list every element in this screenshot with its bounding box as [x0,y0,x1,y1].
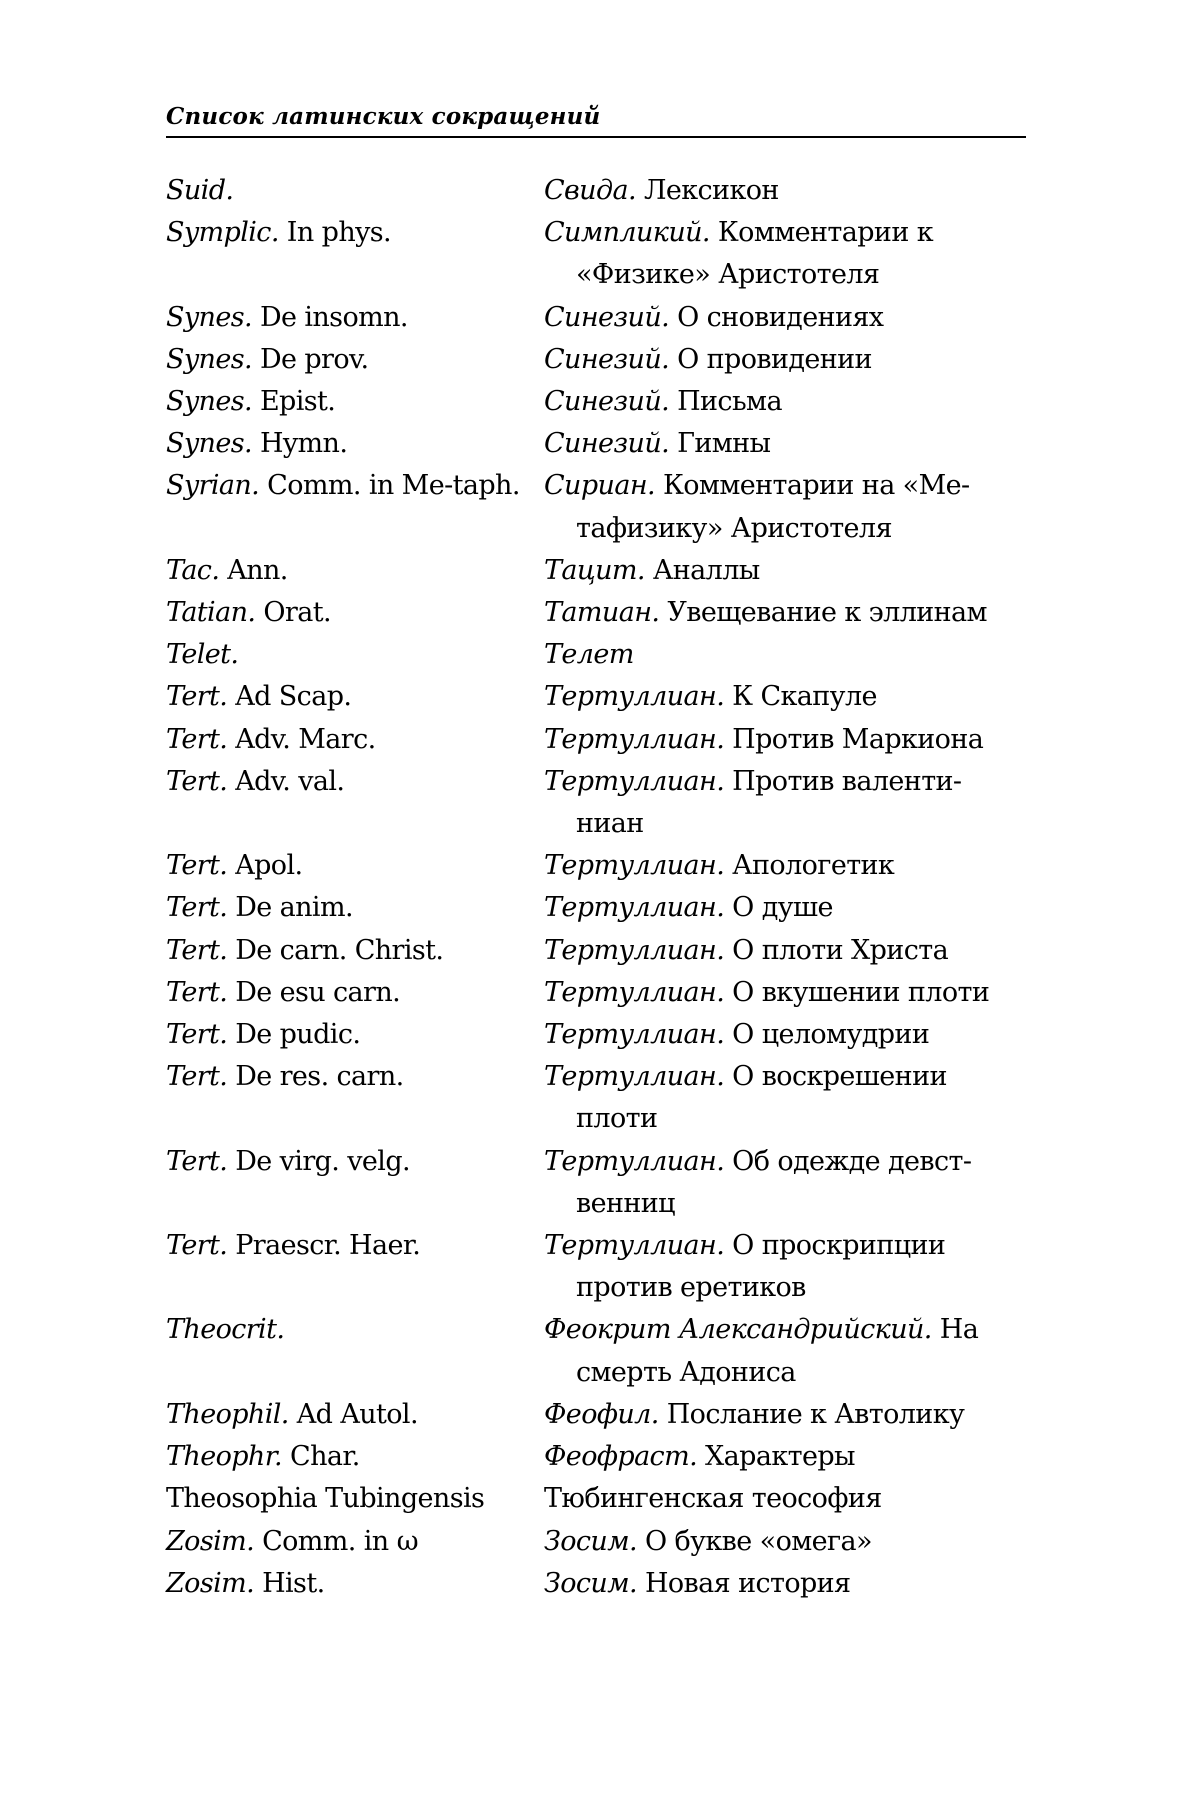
abbreviation-entry [166,592,1026,634]
expansion-work: О вкушении плоти [724,976,990,1008]
expansion-author: Тертуллиан. [544,723,725,755]
russian-expansion [544,423,1026,465]
abbreviation-author: Tert. [166,723,228,755]
abbreviation-entry [166,1563,1026,1605]
abbreviation-entry [166,212,1026,296]
abbreviation-work: Theosophia Tubingensis [166,1483,485,1515]
abbreviation-author: Tert. [166,1019,228,1051]
expansion-work: Об одежде девст-венниц [576,1145,972,1219]
expansion-work: Увещевание к эллинам [659,597,987,629]
abbreviation-author: Symplic. [166,217,279,249]
abbreviation-work: Comm. in Me-taph. [259,470,520,502]
latin-abbreviation [166,1014,544,1056]
abbreviation-work: De esu carn. [227,976,401,1008]
abbreviation-author: Suid. [166,175,234,206]
abbreviation-entry [166,1014,1026,1056]
abbreviation-work: Char. [282,1441,360,1473]
abbreviation-work: Praescr. Haer. [227,1230,421,1262]
latin-abbreviation [166,676,544,718]
abbreviation-entry [166,1056,1026,1140]
expansion-work: Апологетик [724,850,895,882]
abbreviation-author: Tert. [166,850,228,882]
expansion-work: О плоти Христа [724,934,949,966]
abbreviation-author: Syrian. [166,470,260,502]
russian-expansion [544,1309,1026,1393]
abbreviation-work: Hist. [254,1567,325,1599]
expansion-work: О воскрешении плоти [576,1061,947,1135]
latin-abbreviation [166,930,544,972]
latin-abbreviation [166,339,544,381]
russian-expansion [544,1436,1026,1478]
russian-expansion [544,170,1026,212]
expansion-work: О целомудрии [724,1019,930,1051]
abbreviation-entry [166,634,1026,676]
abbreviation-work: Ad Scap. [227,681,352,713]
expansion-author: Тертуллиан. [544,934,725,966]
abbreviation-author: Tert. [166,765,228,797]
abbreviation-entry [166,381,1026,423]
latin-abbreviation [166,1309,544,1351]
abbreviation-author: Zosim. [166,1567,255,1599]
russian-expansion [544,339,1026,381]
abbreviation-entry [166,1394,1026,1436]
abbreviation-work: Adv. val. [227,765,345,797]
abbreviation-author: Theophr. [166,1441,283,1473]
abbreviation-work: Orat. [255,597,331,629]
latin-abbreviation [166,845,544,887]
abbreviation-author: Tert. [166,681,228,713]
russian-expansion [544,634,1026,676]
expansion-work: Новая история [636,1567,851,1599]
latin-abbreviation [166,887,544,929]
russian-expansion [544,1014,1026,1056]
expansion-author: Тертуллиан. [544,850,725,882]
abbreviation-entry [166,676,1026,718]
abbreviation-entry [166,1309,1026,1393]
abbreviation-author: Tert. [166,892,228,924]
abbreviation-entry [166,550,1026,592]
expansion-work: Гимны [669,428,771,460]
expansion-work: О проскрипции против еретиков [576,1230,946,1304]
abbreviation-work: Comm. in ω [254,1525,418,1557]
russian-expansion [544,1394,1026,1436]
expansion-author: Телет [544,639,634,671]
russian-expansion [544,1478,1026,1520]
abbreviation-list [166,170,1026,1605]
expansion-work: Характеры [697,1441,855,1473]
expansion-author: Зосим. [544,1567,637,1599]
expansion-author: Тертуллиан. [544,765,725,797]
latin-abbreviation [166,1563,544,1605]
latin-abbreviation [166,550,544,592]
expansion-work: Послание к Автолику [658,1398,965,1430]
latin-abbreviation [166,1225,544,1267]
latin-abbreviation [166,972,544,1014]
russian-expansion [544,1563,1026,1605]
expansion-work: Лексикон [635,175,779,206]
expansion-work: О провидении [669,343,872,375]
abbreviation-work: Apol. [227,850,303,882]
russian-expansion [544,297,1026,339]
abbreviation-author: Tert. [166,976,228,1008]
russian-expansion [544,761,1026,845]
latin-abbreviation [166,1056,544,1098]
latin-abbreviation [166,1394,544,1436]
expansion-author: Татиан. [544,597,660,629]
abbreviation-entry [166,1225,1026,1309]
abbreviation-work: De insomn. [251,301,408,333]
abbreviation-entry [166,887,1026,929]
russian-expansion [544,1141,1026,1225]
latin-abbreviation [166,465,544,507]
russian-expansion [544,592,1026,634]
expansion-author: Тацит. [544,554,645,586]
abbreviation-work: De pudic. [227,1019,361,1051]
latin-abbreviation [166,761,544,803]
abbreviation-author: Synes. [166,343,252,375]
russian-expansion [544,1521,1026,1563]
abbreviation-work: De anim. [227,892,353,924]
expansion-author: Феокрит Александрийский. [544,1314,932,1346]
abbreviation-work: De res. carn. [227,1061,404,1093]
expansion-author: Свида. [544,175,636,206]
russian-expansion [544,972,1026,1014]
russian-expansion [544,212,1026,296]
abbreviation-author: Theophil. [166,1398,289,1430]
abbreviation-entry [166,761,1026,845]
expansion-author: Феофил. [544,1398,659,1430]
abbreviation-entry [166,1141,1026,1225]
expansion-author: Феофраст. [544,1441,698,1473]
expansion-work: Комментарии на «Ме-тафизику» Аристотеля [576,470,970,544]
abbreviation-author: Tert. [166,1230,228,1262]
expansion-author: Синезий. [544,343,670,375]
abbreviation-entry [166,465,1026,549]
abbreviation-work: De virg. velg. [227,1145,411,1177]
latin-abbreviation [166,297,544,339]
abbreviation-author: Tatian. [166,597,256,629]
abbreviation-work: Hymn. [251,428,348,460]
abbreviation-author: Tac. [166,554,220,586]
expansion-author: Тертуллиан. [544,976,725,1008]
abbreviation-author: Zosim. [166,1525,255,1557]
expansion-work: О букве «омега» [636,1525,872,1557]
latin-abbreviation [166,381,544,423]
expansion-author: Симпликий. [544,217,710,249]
latin-abbreviation [166,423,544,465]
running-header [166,96,1026,138]
abbreviation-entry [166,845,1026,887]
expansion-author: Синезий. [544,386,670,418]
expansion-work: Тюбингенская теософия [544,1483,882,1515]
running-header-title: Список латинских сокращений [166,103,601,130]
russian-expansion [544,550,1026,592]
abbreviation-entry [166,930,1026,972]
russian-expansion [544,845,1026,887]
russian-expansion [544,719,1026,761]
abbreviation-entry [166,170,1026,212]
abbreviation-author: Telet. [166,639,239,671]
russian-expansion [544,887,1026,929]
expansion-work: О душе [724,892,833,924]
latin-abbreviation [166,1478,544,1520]
abbreviation-author: Tert. [166,1061,228,1093]
latin-abbreviation [166,1521,544,1563]
abbreviation-author: Tert. [166,1145,228,1177]
russian-expansion [544,676,1026,718]
latin-abbreviation [166,719,544,761]
abbreviation-entry [166,423,1026,465]
abbreviation-author: Tert. [166,934,228,966]
abbreviation-entry [166,719,1026,761]
abbreviation-author: Theocrit. [166,1314,285,1346]
abbreviation-author: Synes. [166,386,252,418]
expansion-work: Против валенти-ниан [576,765,962,840]
abbreviation-entry [166,339,1026,381]
abbreviation-entry [166,972,1026,1014]
expansion-author: Тертуллиан. [544,681,725,713]
abbreviation-entry [166,1436,1026,1478]
russian-expansion [544,465,1026,549]
russian-expansion [544,1225,1026,1309]
abbreviation-entry [166,1478,1026,1520]
expansion-author: Тертуллиан. [544,892,725,924]
expansion-work: Комментарии к «Физике» Аристотеля [576,217,933,291]
abbreviation-author: Synes. [166,428,252,460]
expansion-work: К Скапуле [724,681,877,713]
expansion-author: Синезий. [544,301,670,333]
abbreviation-work: Ann. [219,554,288,586]
russian-expansion [544,381,1026,423]
abbreviation-entry [166,297,1026,339]
abbreviation-entry [166,1521,1026,1563]
abbreviation-work: De carn. Christ. [227,934,444,966]
expansion-author: Тертуллиан. [544,1145,725,1177]
expansion-author: Зосим. [544,1525,637,1557]
abbreviation-work: In phys. [278,217,391,249]
expansion-work: О сновидениях [669,301,884,333]
expansion-author: Тертуллиан. [544,1230,725,1262]
abbreviation-work: Adv. Marc. [227,723,376,755]
expansion-work: Против Маркиона [724,723,984,755]
abbreviation-work: De prov. [251,343,369,375]
expansion-author: Синезий. [544,428,670,460]
russian-expansion [544,930,1026,972]
expansion-work: На смерть Адониса [576,1314,979,1388]
expansion-author: Сириан. [544,470,655,502]
expansion-author: Тертуллиан. [544,1019,725,1051]
latin-abbreviation [166,212,544,254]
expansion-work: Аналлы [644,554,760,586]
abbreviation-author: Synes. [166,301,252,333]
latin-abbreviation [166,634,544,676]
expansion-author: Тертуллиан. [544,1061,725,1093]
latin-abbreviation [166,1436,544,1478]
abbreviation-work: Ad Autol. [288,1398,418,1430]
russian-expansion [544,1056,1026,1140]
expansion-work: Письма [669,386,782,418]
abbreviation-work: Epist. [251,386,336,418]
latin-abbreviation [166,592,544,634]
latin-abbreviation [166,1141,544,1183]
latin-abbreviation [166,170,544,212]
